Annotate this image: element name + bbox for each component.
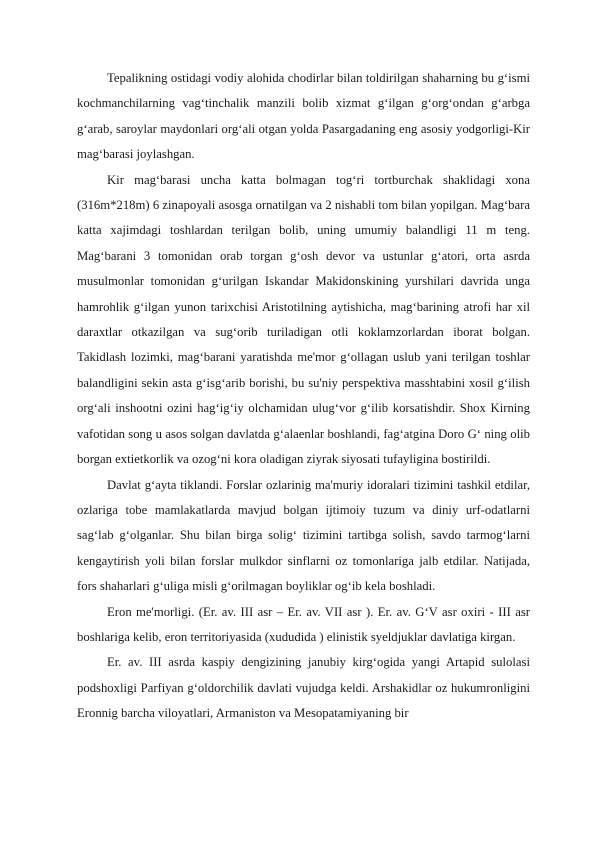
paragraph-parthian-state: Er. av. III asrda kaspiy dengizining janubiy kirg‘ogida yangi Artapid sulolasi podshoxligi Parfiyan g‘oldorchilik davlati vujudga keldi. Arshakidlar oz hukumronligini Eronnig barcha viloyatlari, Armaniston va Mesopatamiyaning bir	[77, 655, 530, 721]
paragraph-pasargadae: Tepalikning ostidagi vodiy alohida chodirlar bilan toldirilgan shaharning bu g‘ismi kochmanchilarning vag‘tinchalik manzili bolib xizmat g‘ilgan g‘org‘ondan g‘arbga g‘arab, saroylar maydonlari org‘ali otgan yolda Pasargadaning eng asosiy yodgorligi-Kir mag‘barasi joylashgan.	[77, 71, 530, 162]
paragraph-state-restored: Davlat g‘ayta tiklandi. Forslar ozlarinig ma'muriy idoralari tizimini tashkil etdilar, ozlariga tobe mamlakatlarda mavjud bolgan ijtimoiy tuzum va diniy urf-odatlarni sag‘lab g‘olganlar. Shu bilan birga solig‘ tizimini tartibga solish, savdo tarmog‘larni kengaytirish yoli bilan forslar mulkdor sinflarni oz tomonlariga jalb etdilar. Natijada, fors shaharlari g‘uliga misli g‘orilmagan boyliklar og‘ib kela boshladi.	[77, 477, 530, 594]
document-body	[77, 66, 530, 727]
paragraph-iran-architecture: Eron me'morligi. (Er. av. III asr – Er. av. VII asr ). Er. av. G‘V asr oxiri - III asr boshlariga kelib, eron territoriyasida (xududida ) elinistik syeldjuklar davlatiga kirgan.	[77, 604, 530, 644]
paragraph-kir-mausoleum: Kir mag‘barasi uncha katta bolmagan tog‘ri tortburchak shaklidagi xona (316m*218m) 6 zinapoyali asosga ornatilgan va 2 nishabli tom bilan yopilgan. Mag‘bara katta xajimdagi toshlardan terilgan bolib, uning umumiy balandligi 11 m teng. Mag‘barani 3 tomonidan orab torgan g‘osh devor va ustunlar g‘atori, orta asrda musulmonlar tomonidan g‘urilgan Iskandar Makidonskining yurshilari davrida unga hamrohlik g‘ilgan yunon tarixchisi Aristotilning aytishicha, mag‘barining atrofi har xil daraxtlar otkazilgan va sug‘orib turiladigan otli koklamzorlardan iborat bolgan. Takidlash lozimki, mag‘barani yaratishda me'mor g‘ollagan uslub yani terilgan toshlar balandligini sekin asta g‘isg‘arib borishi, bu su'niy perspektiva masshtabini xosil g‘ilish org‘ali inshootni ozini hag‘ig‘iy olchamidan ulug‘vor g‘ilib korsatishdir. Shox Kirning vafotidan song u asos solgan davlatda g‘alaenlar boshlandi, fag‘atgina Doro G‘ ning olib borgan extietkorlik va ozog‘ni kora oladigan ziyrak siyosati tufayligina bostirildi.	[77, 172, 530, 467]
